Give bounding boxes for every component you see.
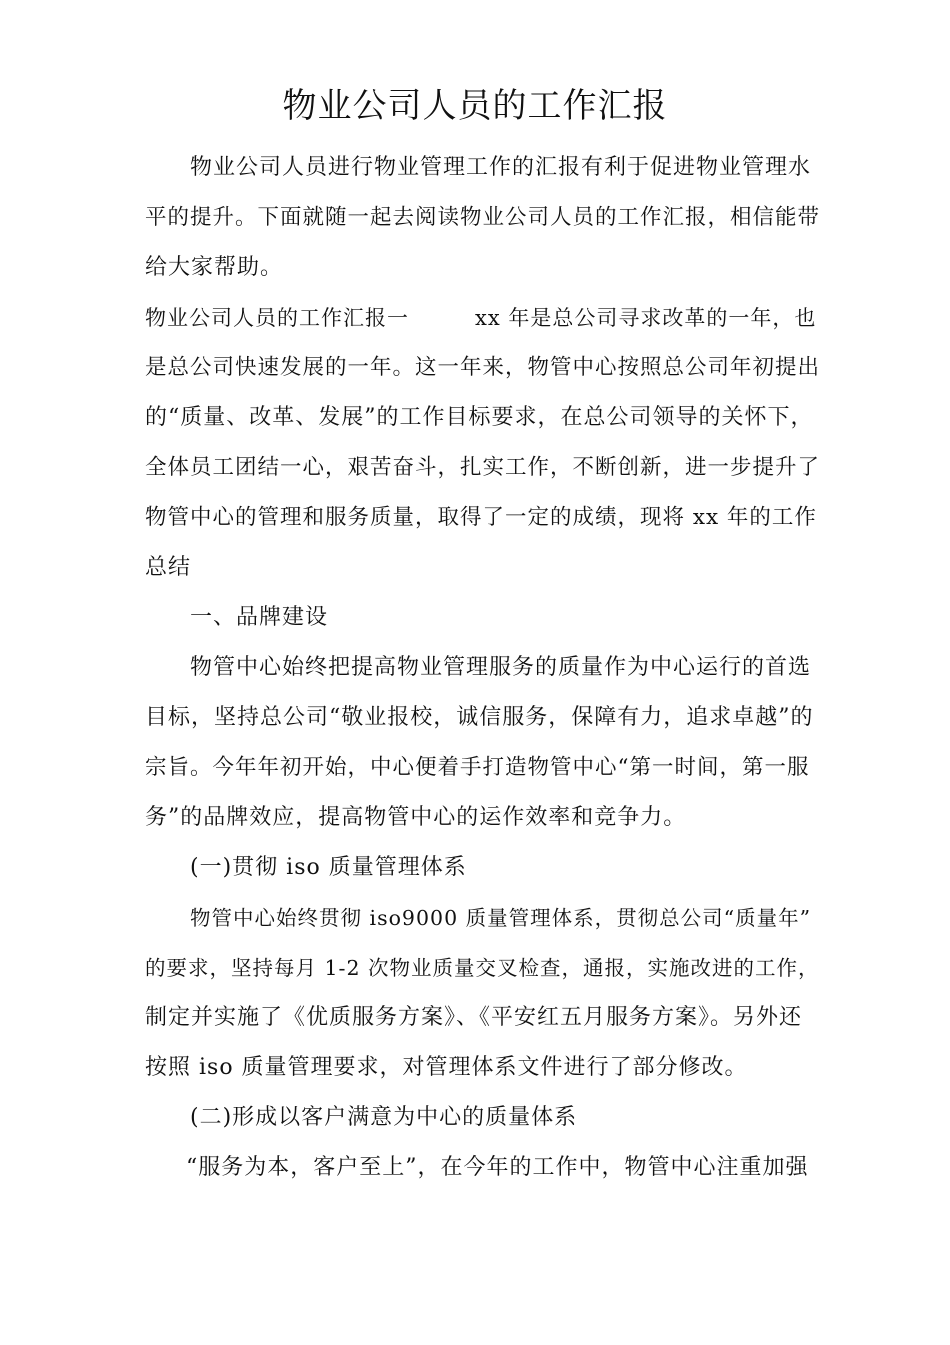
paragraph-line: 全体员工团结一心，艰苦奋斗，扎实工作，不断创新，进一步提升了: [145, 455, 821, 480]
paragraph-line: 给大家帮助。: [145, 255, 284, 280]
paragraph-line: “服务为本，客户至上”，在今年的工作中，物管中心注重加强: [186, 1155, 809, 1180]
paragraph-line: 务”的品牌效应，提高物管中心的运作效率和竞争力。: [145, 805, 687, 830]
paragraph-line: 平的提升。下面就随一起去阅读物业公司人员的工作汇报，相信能带: [145, 205, 821, 230]
paragraph-line: 物管中心始终贯彻 iso9000 质量管理体系，贯彻总公司“质量年”: [190, 906, 812, 930]
paragraph-line: 物管中心始终把提高物业管理服务的质量作为中心运行的首选: [190, 655, 812, 680]
paragraph-line: 物业公司人员进行物业管理工作的汇报有利于促进物业管理水: [190, 155, 812, 180]
paragraph-line: 宗旨。今年年初开始，中心便着手打造物管中心“第一时间，第一服: [145, 755, 810, 780]
paragraph-line: 制定并实施了《优质服务方案》、《平安红五月服务方案》。另外还: [145, 1005, 803, 1030]
paragraph-line: 的“质量、改革、发展”的工作目标要求，在总公司领导的关怀下，: [145, 405, 814, 430]
paragraph-line: 物业公司人员的工作汇报一 xx 年是总公司寻求改革的一年，也: [145, 306, 817, 330]
document-title: 物业公司人员的工作汇报: [282, 86, 668, 126]
paragraph-line: 目标，坚持总公司“敬业报校，诚信服务，保障有力，追求卓越”的: [145, 705, 814, 730]
paragraph-line: 是总公司快速发展的一年。这一年来，物管中心按照总公司年初提出: [145, 355, 821, 380]
subsection-heading: (二)形成以客户满意为中心的质量体系: [190, 1105, 578, 1130]
paragraph-line: 总结: [145, 555, 192, 580]
paragraph-line: 物管中心的管理和服务质量，取得了一定的成绩，现将 xx 年的工作: [145, 505, 817, 530]
paragraph-line: 的要求，坚持每月 1-2 次物业质量交叉检查，通报，实施改进的工作，: [145, 956, 820, 980]
section-heading: 一、品牌建设: [190, 605, 329, 630]
paragraph-line: 按照 iso 质量管理要求，对管理体系文件进行了部分修改。: [145, 1055, 748, 1080]
subsection-heading: (一)贯彻 iso 质量管理体系: [190, 855, 467, 880]
